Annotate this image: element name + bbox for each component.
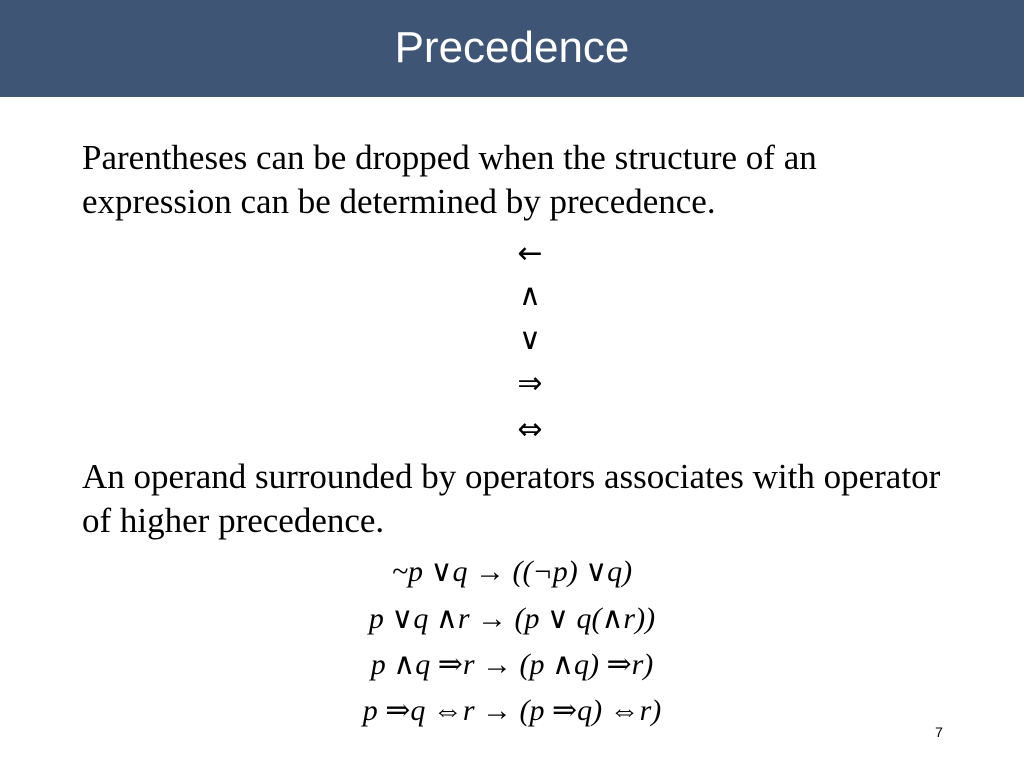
example-formula-1: ~p ∨q → ((¬p) ∨q) — [391, 555, 633, 588]
slide-title: Precedence — [394, 23, 630, 72]
paragraph-precedence: Parentheses can be dropped when the structure of an expression can be determined by precedence. — [82, 138, 817, 221]
operator-negation-arrow: ← — [517, 236, 543, 271]
operator-iff: ⇔ — [517, 412, 543, 447]
page-number: 7 — [935, 724, 943, 740]
operator-and: ∧ — [519, 278, 541, 313]
example-formula-2: p ∨q ∧r → (p ∨ q(∧r)) — [368, 602, 656, 635]
paragraph-association: An operand surrounded by operators associates with operator of higher precedence. — [82, 457, 941, 540]
operator-or: ∨ — [519, 322, 541, 357]
example-formula-4: p ⇒q ⇔r → (p ⇒q) ⇔r) — [362, 694, 662, 727]
operator-implies: ⇒ — [517, 366, 543, 401]
example-formula-3: p ∧q ⇒r → (p ∧q) ⇒r) — [370, 648, 654, 681]
